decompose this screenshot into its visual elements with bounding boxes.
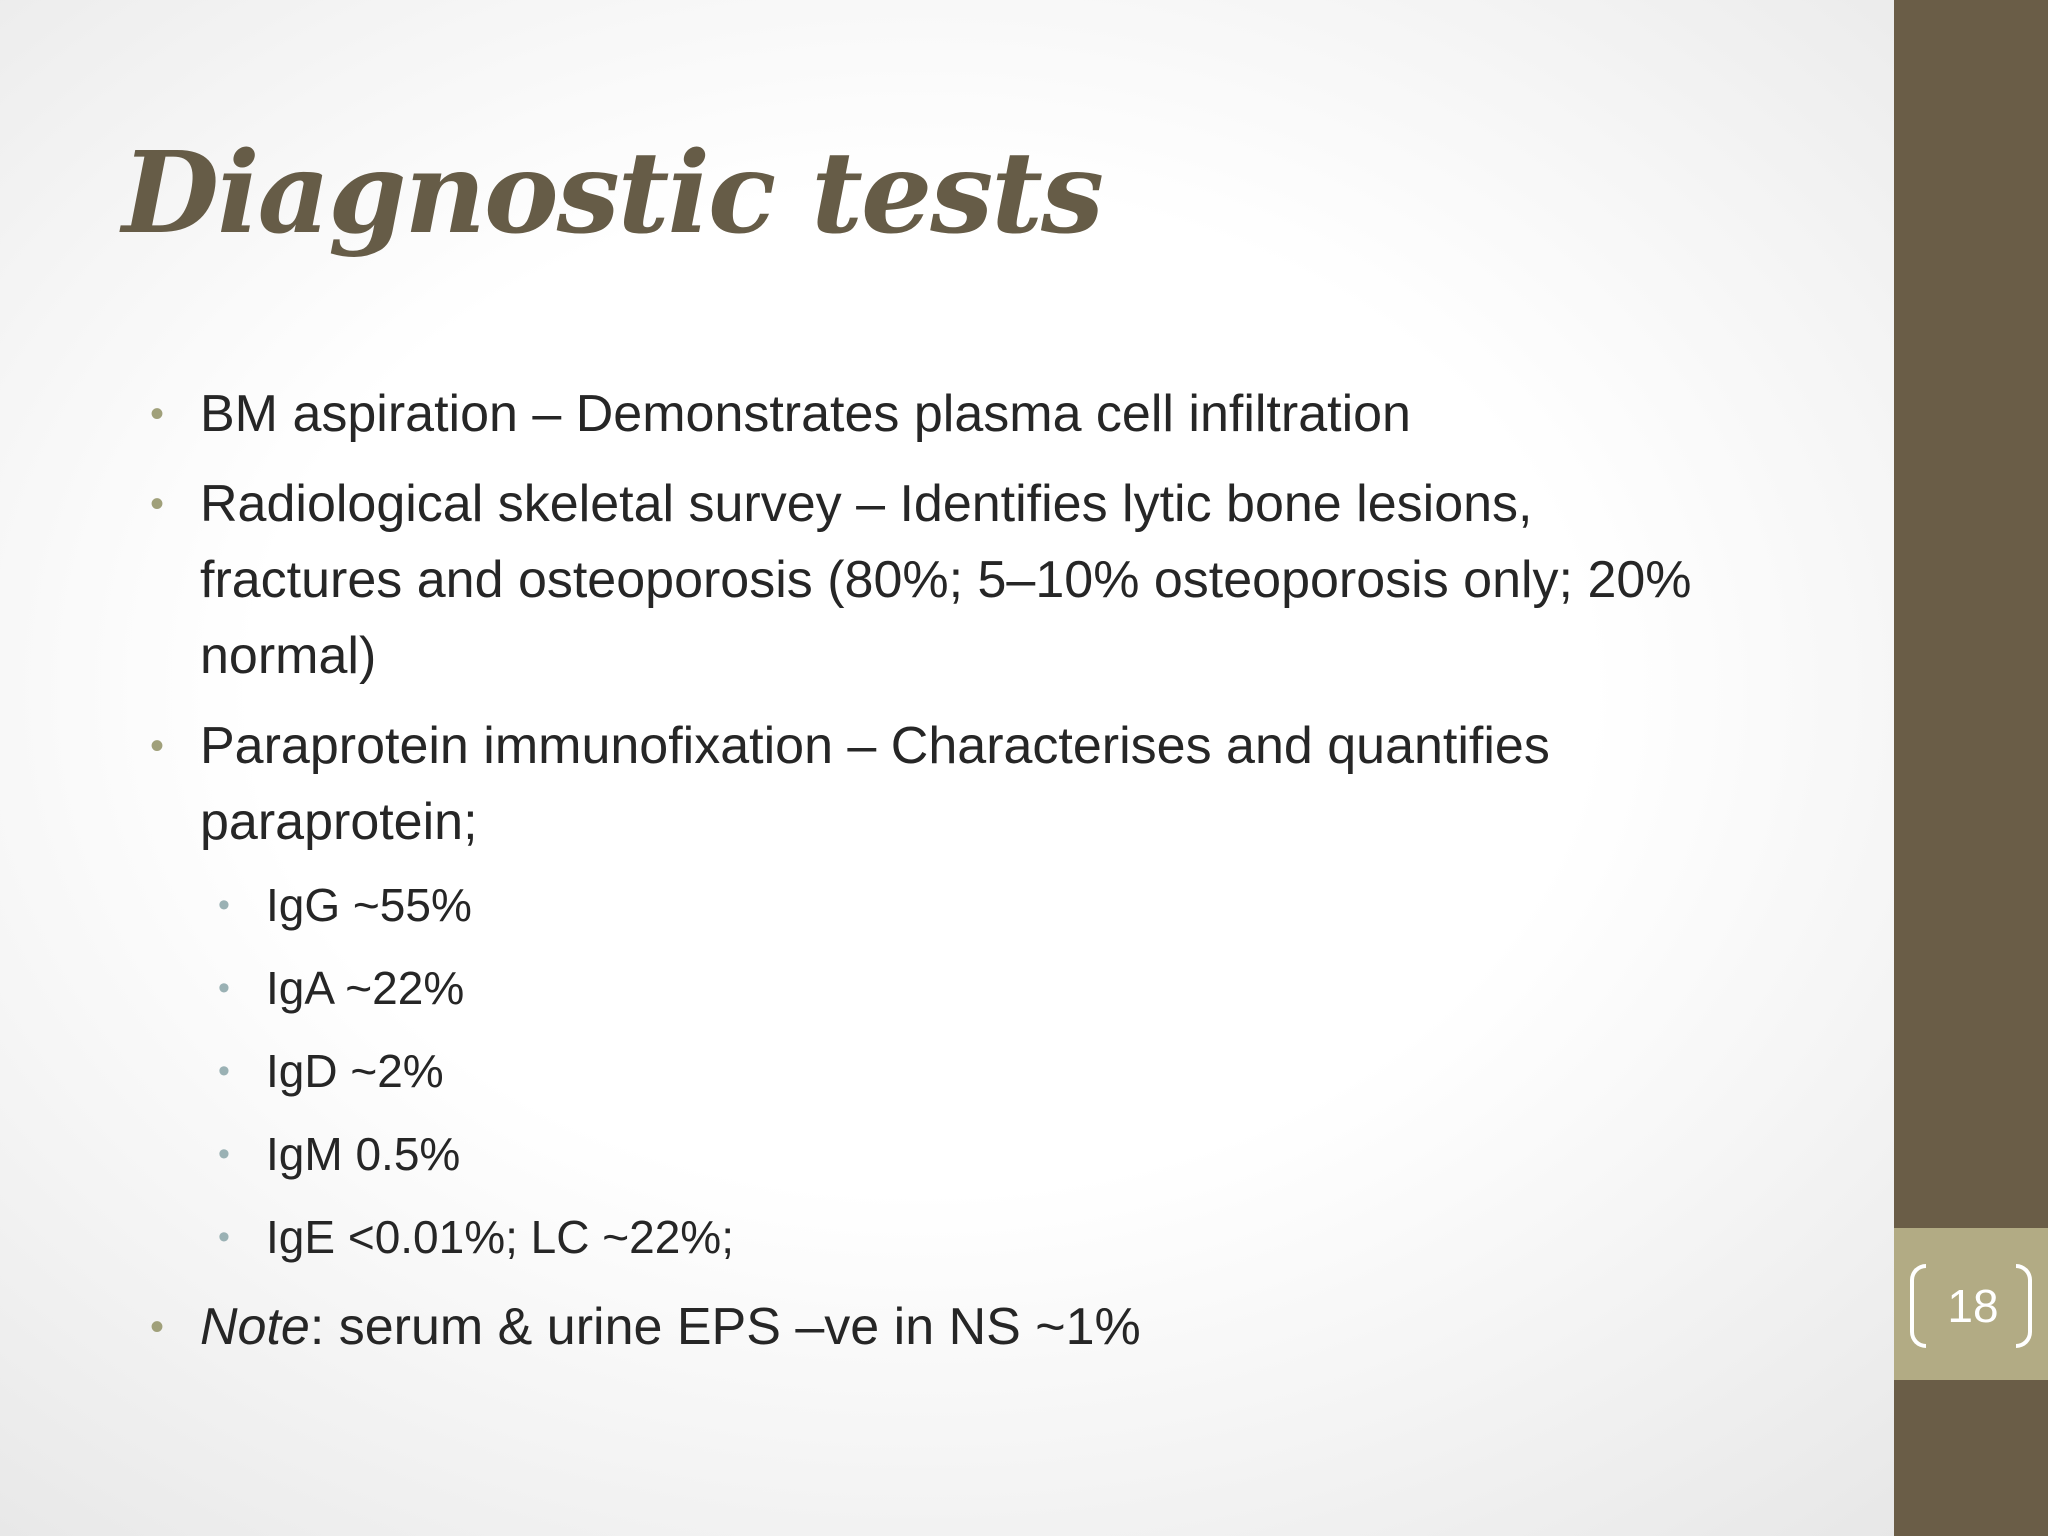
sub-bullet-icon: •: [218, 1052, 230, 1090]
bullet-item-bm-aspiration: [146, 376, 1706, 452]
sub-bullet-text: IgG ~55%: [266, 879, 472, 931]
page-bracket-right: [2016, 1264, 2032, 1348]
sub-bullet-igg: [146, 874, 1706, 936]
bullet-icon: •: [150, 482, 165, 526]
note-text: : serum & urine EPS –ve in NS ~1%: [309, 1298, 1141, 1356]
sub-bullet-icon: •: [218, 886, 230, 924]
bullet-text: BM aspiration – Demonstrates plasma cell infiltration: [200, 385, 1411, 443]
bullet-item-note: [146, 1289, 1706, 1365]
sub-bullet-ige: [146, 1206, 1706, 1268]
note-label: Note: [200, 1298, 310, 1356]
sub-bullet-icon: •: [218, 969, 230, 1007]
sub-bullet-igm: [146, 1123, 1706, 1185]
sub-bullet-list: [146, 874, 1706, 1268]
slide-content: [146, 376, 1706, 1379]
sub-bullet-text: IgA ~22%: [266, 962, 465, 1014]
bullet-icon: •: [150, 392, 165, 436]
page-bracket-left: [1910, 1264, 1926, 1348]
page-number: 18: [1947, 1280, 1999, 1332]
bullet-text: Radiological skeletal survey – Identifies lytic bone lesions, fractures and osteoporosis (80%; 5–10% osteoporosis only; 20% normal): [200, 475, 1692, 685]
bullet-item-skeletal-survey: [146, 466, 1706, 694]
sub-bullet-text: IgE <0.01%; LC ~22%;: [266, 1211, 734, 1263]
sub-bullet-icon: •: [218, 1218, 230, 1256]
sub-bullet-text: IgD ~2%: [266, 1045, 444, 1097]
bullet-item-paraprotein: [146, 708, 1706, 860]
bullet-text: Paraprotein immunofixation – Characterises and quantifies paraprotein;: [200, 717, 1550, 851]
sub-bullet-icon: •: [218, 1135, 230, 1173]
bullet-icon: •: [150, 1305, 165, 1349]
sub-bullet-text: IgM 0.5%: [266, 1128, 461, 1180]
sub-bullet-igd: [146, 1040, 1706, 1102]
sub-bullet-iga: [146, 957, 1706, 1019]
bullet-icon: •: [150, 724, 165, 768]
slide-title: Diagnostic tests: [122, 128, 1103, 259]
